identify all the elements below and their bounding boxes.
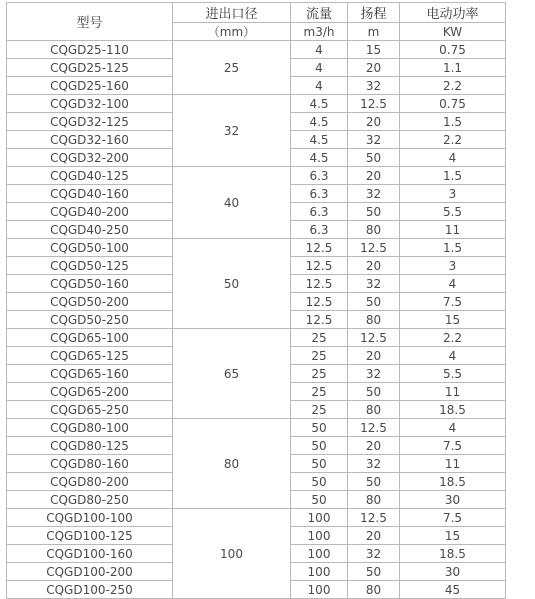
flow-cell: 50 [291,473,348,491]
flow-cell: 4.5 [291,149,348,167]
flow-cell: 25 [291,401,348,419]
head-cell: 80 [348,581,400,599]
flow-cell: 25 [291,365,348,383]
power-cell: 11 [400,383,506,401]
table-row [7,419,506,437]
power-cell: 7.5 [400,437,506,455]
model-cell: CQGD50-125 [7,257,173,275]
model-cell: CQGD100-250 [7,581,173,599]
head-cell: 32 [348,131,400,149]
table-row [7,239,506,257]
head-cell: 20 [348,437,400,455]
power-cell: 15 [400,311,506,329]
head-cell: 32 [348,365,400,383]
flow-cell: 100 [291,527,348,545]
model-cell: CQGD100-200 [7,563,173,581]
diameter-cell: 40 [173,167,291,239]
power-cell: 18.5 [400,545,506,563]
head-cell: 20 [348,527,400,545]
power-cell: 15 [400,527,506,545]
diameter-cell: 65 [173,329,291,419]
power-cell: 0.75 [400,95,506,113]
diameter-cell: 80 [173,419,291,509]
model-cell: CQGD50-100 [7,239,173,257]
head-cell: 80 [348,401,400,419]
power-cell: 4 [400,275,506,293]
power-cell: 30 [400,563,506,581]
head-cell: 80 [348,491,400,509]
power-cell: 5.5 [400,365,506,383]
head-cell: 12.5 [348,329,400,347]
model-cell: CQGD50-160 [7,275,173,293]
pump-spec-table [6,2,506,599]
power-cell: 2.2 [400,131,506,149]
power-cell: 1.1 [400,59,506,77]
power-cell: 0.75 [400,41,506,59]
model-cell: CQGD25-125 [7,59,173,77]
power-cell: 11 [400,221,506,239]
model-cell: CQGD50-250 [7,311,173,329]
flow-unit: m3/h [291,23,348,41]
diameter-cell: 32 [173,95,291,167]
power-cell: 1.5 [400,113,506,131]
head-cell: 50 [348,293,400,311]
head-cell: 12.5 [348,509,400,527]
flow-cell: 50 [291,491,348,509]
power-cell: 45 [400,581,506,599]
head-cell: 80 [348,221,400,239]
head-cell: 12.5 [348,239,400,257]
power-cell: 7.5 [400,509,506,527]
model-cell: CQGD80-250 [7,491,173,509]
flow-cell: 25 [291,383,348,401]
flow-cell: 25 [291,329,348,347]
head-cell: 32 [348,545,400,563]
flow-cell: 25 [291,347,348,365]
model-cell: CQGD65-250 [7,401,173,419]
head-cell: 50 [348,383,400,401]
model-cell: CQGD80-200 [7,473,173,491]
flow-cell: 4 [291,77,348,95]
head-column-header: 扬程 [348,3,400,23]
model-cell: CQGD40-160 [7,185,173,203]
head-cell: 15 [348,41,400,59]
head-cell: 20 [348,113,400,131]
power-cell: 4 [400,149,506,167]
flow-cell: 100 [291,563,348,581]
flow-cell: 6.3 [291,185,348,203]
table-body [7,41,506,599]
power-cell: 18.5 [400,401,506,419]
table-row [7,329,506,347]
flow-cell: 12.5 [291,311,348,329]
head-cell: 50 [348,473,400,491]
table-row [7,509,506,527]
head-cell: 32 [348,185,400,203]
model-cell: CQGD100-160 [7,545,173,563]
model-cell: CQGD32-100 [7,95,173,113]
flow-cell: 6.3 [291,221,348,239]
flow-cell: 12.5 [291,239,348,257]
head-cell: 20 [348,167,400,185]
flow-cell: 6.3 [291,167,348,185]
model-cell: CQGD65-125 [7,347,173,365]
model-cell: CQGD40-200 [7,203,173,221]
power-cell: 3 [400,185,506,203]
diameter-column-header: 进出口径 [173,3,291,23]
flow-cell: 12.5 [291,257,348,275]
head-cell: 50 [348,563,400,581]
flow-cell: 4.5 [291,131,348,149]
diameter-unit: （mm） [173,23,291,41]
head-cell: 32 [348,455,400,473]
flow-cell: 100 [291,581,348,599]
head-cell: 12.5 [348,95,400,113]
head-cell: 20 [348,257,400,275]
head-cell: 50 [348,203,400,221]
model-cell: CQGD80-100 [7,419,173,437]
model-cell: CQGD32-160 [7,131,173,149]
model-column-header: 型号 [7,3,173,41]
head-cell: 32 [348,77,400,95]
diameter-cell: 100 [173,509,291,599]
model-cell: CQGD65-100 [7,329,173,347]
head-cell: 20 [348,59,400,77]
model-cell: CQGD80-160 [7,455,173,473]
power-cell: 1.5 [400,239,506,257]
flow-cell: 50 [291,455,348,473]
header-row-titles [7,3,506,23]
model-cell: CQGD32-200 [7,149,173,167]
power-cell: 2.2 [400,329,506,347]
power-cell: 4 [400,347,506,365]
flow-cell: 4.5 [291,113,348,131]
table-row [7,41,506,59]
diameter-cell: 25 [173,41,291,95]
flow-cell: 12.5 [291,293,348,311]
power-cell: 18.5 [400,473,506,491]
head-cell: 32 [348,275,400,293]
head-cell: 80 [348,311,400,329]
flow-cell: 6.3 [291,203,348,221]
model-cell: CQGD100-125 [7,527,173,545]
table-row [7,95,506,113]
model-cell: CQGD65-200 [7,383,173,401]
power-column-header: 电动功率 [400,3,506,23]
head-cell: 12.5 [348,419,400,437]
model-cell: CQGD100-100 [7,509,173,527]
model-cell: CQGD80-125 [7,437,173,455]
power-cell: 30 [400,491,506,509]
model-cell: CQGD25-110 [7,41,173,59]
power-unit: KW [400,23,506,41]
model-cell: CQGD25-160 [7,77,173,95]
flow-cell: 50 [291,419,348,437]
model-cell: CQGD40-250 [7,221,173,239]
power-cell: 2.2 [400,77,506,95]
head-cell: 50 [348,149,400,167]
model-cell: CQGD32-125 [7,113,173,131]
model-cell: CQGD40-125 [7,167,173,185]
flow-cell: 100 [291,509,348,527]
table-row [7,167,506,185]
power-cell: 1.5 [400,167,506,185]
flow-cell: 12.5 [291,275,348,293]
model-cell: CQGD50-200 [7,293,173,311]
power-cell: 7.5 [400,293,506,311]
power-cell: 3 [400,257,506,275]
flow-cell: 4 [291,41,348,59]
flow-column-header: 流量 [291,3,348,23]
power-cell: 5.5 [400,203,506,221]
power-cell: 4 [400,419,506,437]
power-cell: 11 [400,455,506,473]
flow-cell: 4 [291,59,348,77]
head-cell: 20 [348,347,400,365]
head-unit: m [348,23,400,41]
flow-cell: 100 [291,545,348,563]
flow-cell: 50 [291,437,348,455]
table-header [7,3,506,41]
diameter-cell: 50 [173,239,291,329]
model-cell: CQGD65-160 [7,365,173,383]
flow-cell: 4.5 [291,95,348,113]
